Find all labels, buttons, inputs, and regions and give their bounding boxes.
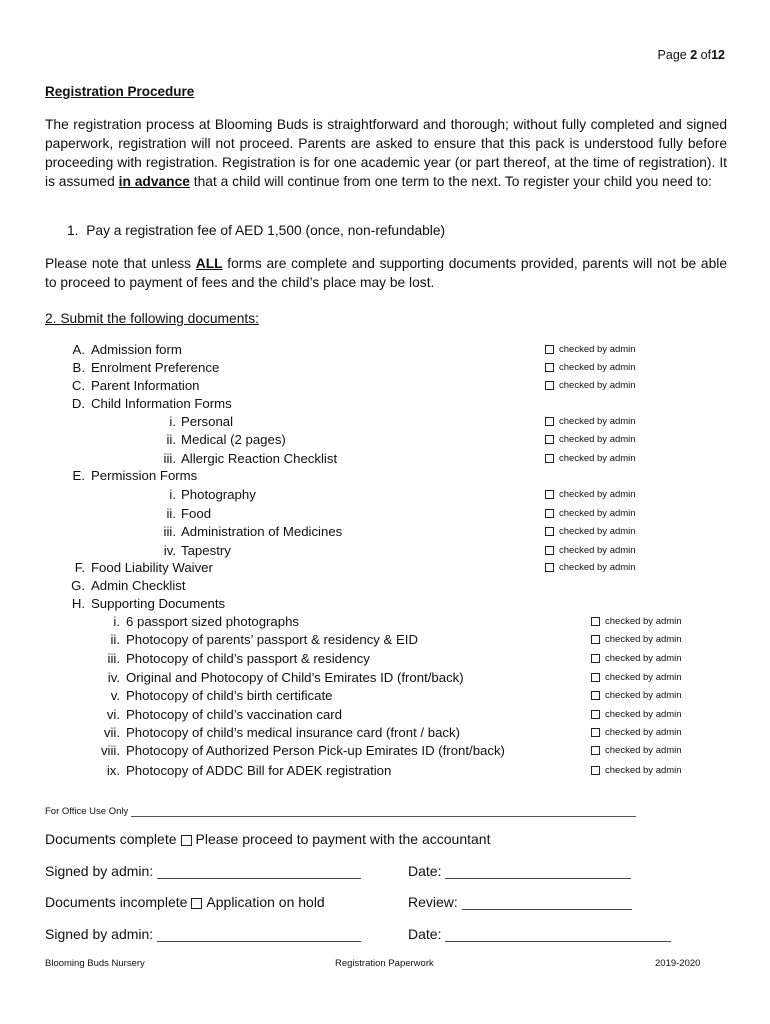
checkbox-icon[interactable] [591, 691, 600, 700]
admin-check-e1[interactable] [545, 489, 636, 500]
document-marker-h6: vi. [106, 707, 120, 722]
admin-check-label: checked by admin [559, 344, 636, 355]
document-item-e: Permission Forms [91, 468, 198, 483]
note-emphasis: ALL [195, 256, 223, 271]
intro-emphasis: in advance [118, 174, 190, 189]
document-marker-a: A. [72, 342, 85, 357]
document-marker-e3: iii. [163, 524, 176, 539]
document-item-f: Food Liability Waiver [91, 560, 213, 575]
document-marker-d: D. [71, 396, 85, 411]
checkbox-icon[interactable] [591, 635, 600, 644]
document-marker-h7: vii. [103, 725, 120, 740]
signed-field-1[interactable] [157, 864, 361, 879]
admin-check-e2[interactable] [545, 508, 636, 519]
documents-incomplete-checkbox[interactable] [191, 898, 202, 909]
admin-check-e4[interactable] [545, 545, 636, 556]
office-use-line [45, 806, 636, 817]
documents-complete-row [45, 831, 490, 847]
document-item-g: Admin Checklist [91, 578, 186, 593]
admin-check-label: checked by admin [605, 709, 682, 720]
intro-paragraph [45, 115, 727, 191]
page-total: 12 [711, 48, 725, 62]
checkbox-icon[interactable] [545, 563, 554, 572]
document-marker-h: H. [71, 596, 85, 611]
office-use-rule [131, 807, 636, 817]
date-field-2[interactable] [445, 927, 671, 942]
document-marker-d3: iii. [163, 451, 176, 466]
document-item-d1: Personal [181, 414, 234, 429]
document-item-e1: Photography [181, 487, 256, 502]
admin-check-d3[interactable] [545, 453, 636, 464]
admin-check-d2[interactable] [545, 434, 636, 445]
document-marker-h3: iii. [107, 651, 120, 666]
admin-check-h5[interactable] [591, 690, 682, 701]
admin-check-label: checked by admin [605, 745, 682, 756]
footer-left: Blooming Buds Nursery [45, 958, 145, 969]
document-item-h5: Photocopy of child’s birth certificate [126, 688, 333, 703]
document-item-h3: Photocopy of child’s passport & residency [126, 651, 370, 666]
document-marker-f: F. [74, 560, 85, 575]
document-item-h1: 6 passport sized photographs [126, 614, 300, 629]
checkbox-icon[interactable] [545, 381, 554, 390]
document-marker-d2: ii. [166, 432, 176, 447]
document-marker-h2: ii. [110, 632, 120, 647]
document-item-e2: Food [181, 506, 212, 521]
step-1 [67, 223, 445, 238]
admin-check-label: checked by admin [605, 690, 682, 701]
admin-check-label: checked by admin [559, 489, 636, 500]
document-marker-e: E. [72, 468, 85, 483]
checkbox-icon[interactable] [591, 766, 600, 775]
signed-label-2: Signed by admin: [45, 926, 154, 942]
intro-text-2: that a child will continue from one term to the next. To register your child you need to: [189, 174, 712, 189]
document-item-h7: Photocopy of child’s medical insurance card (front / back) [126, 725, 461, 740]
admin-check-label: checked by admin [605, 727, 682, 738]
checkbox-icon[interactable] [545, 363, 554, 372]
checkbox-icon[interactable] [545, 345, 554, 354]
document-marker-e2: ii. [166, 506, 176, 521]
admin-check-label: checked by admin [559, 380, 636, 391]
document-item-h: Supporting Documents [91, 596, 226, 611]
documents-complete-checkbox[interactable] [181, 835, 192, 846]
date-row-2 [408, 926, 671, 942]
admin-check-label: checked by admin [605, 765, 682, 776]
document-item-e3: Administration of Medicines [181, 524, 343, 539]
signed-label-1: Signed by admin: [45, 863, 154, 879]
checkbox-icon[interactable] [591, 617, 600, 626]
admin-check-label: checked by admin [559, 526, 636, 537]
document-item-h8: Photocopy of Authorized Person Pick-up Emirates ID (front/back) [126, 743, 505, 758]
footer-right: 2019-2020 [655, 958, 701, 969]
admin-check-label: checked by admin [559, 453, 636, 464]
step-1-marker: 1. [67, 223, 79, 238]
document-marker-h8: viii. [100, 743, 120, 758]
step-2-title: 2. Submit the following documents: [45, 311, 259, 326]
signed-row-2 [45, 926, 361, 942]
admin-check-a[interactable] [545, 344, 636, 355]
page-of: of [700, 48, 712, 62]
date-field-1[interactable] [445, 864, 631, 879]
document-item-c: Parent Information [91, 378, 200, 393]
document-item-e4: Tapestry [181, 543, 231, 558]
document-item-h2: Photocopy of parents’ passport & residency & EID [126, 632, 418, 647]
date-label-2: Date: [408, 926, 442, 942]
admin-check-label: checked by admin [559, 434, 636, 445]
admin-check-h2[interactable] [591, 634, 682, 645]
checkbox-icon[interactable] [545, 454, 554, 463]
intro-text-1: The registration process at Blooming Buds is straightforward and thorough; without fully completed and signed paperwork, registration will not proceed. Parents are asked to ensure that this pack is understood fully before proceeding with registration. Registration is for one academic year (or part thereof, at the time of registration). It is assumed [45, 117, 727, 189]
admin-check-label: checked by admin [559, 416, 636, 427]
document-item-h9: Photocopy of ADDC Bill for ADEK registration [126, 763, 392, 778]
date-row-1 [408, 863, 631, 879]
documents-incomplete-text: Application on hold [206, 894, 325, 910]
document-marker-h9: ix. [106, 763, 120, 778]
documents-complete-label: Documents complete [45, 831, 177, 847]
review-field[interactable] [462, 895, 632, 910]
admin-check-c[interactable] [545, 380, 636, 391]
document-marker-g: G. [71, 578, 85, 593]
admin-check-label: checked by admin [559, 562, 636, 573]
admin-check-h3[interactable] [591, 653, 682, 664]
admin-check-h1[interactable] [591, 616, 682, 627]
admin-check-label: checked by admin [559, 508, 636, 519]
note-text-2: forms are complete and supporting documents provided, parents will not be able to proceed to payment of fees and the child’s place may be lost. [45, 256, 727, 290]
documents-incomplete-label: Documents incomplete [45, 894, 188, 910]
admin-check-label: checked by admin [605, 653, 682, 664]
footer-center: Registration Paperwork [335, 958, 434, 969]
document-marker-b: B. [72, 360, 85, 375]
document-marker-e1: i. [169, 487, 176, 502]
page-title: Registration Procedure [45, 84, 195, 99]
documents-complete-text: Please proceed to payment with the accountant [195, 831, 491, 847]
step-1-text: Pay a registration fee of AED 1,500 (once, non-refundable) [86, 223, 446, 238]
document-item-a: Admission form [91, 342, 182, 357]
page-current: 2 [690, 48, 698, 62]
document-marker-h1: i. [113, 614, 120, 629]
document-marker-h4: iv. [107, 670, 120, 685]
note-text-1: Please note that unless [45, 256, 196, 271]
admin-check-f[interactable] [545, 562, 636, 573]
admin-check-label: checked by admin [605, 634, 682, 645]
admin-check-label: checked by admin [559, 362, 636, 373]
admin-check-h7[interactable] [591, 727, 682, 738]
checkbox-icon[interactable] [591, 654, 600, 663]
checkbox-icon[interactable] [545, 490, 554, 499]
documents-incomplete-row [45, 894, 325, 910]
checkbox-icon[interactable] [591, 746, 600, 755]
page-number [658, 48, 725, 62]
page-prefix: Page [657, 48, 687, 62]
checkbox-icon[interactable] [545, 509, 554, 518]
note-paragraph [45, 254, 727, 292]
checkbox-icon[interactable] [545, 527, 554, 536]
admin-check-h6[interactable] [591, 709, 682, 720]
review-row [408, 894, 632, 910]
document-marker-d1: i. [169, 414, 176, 429]
admin-check-label: checked by admin [559, 545, 636, 556]
document-item-d2: Medical (2 pages) [181, 432, 286, 447]
signed-row-1 [45, 863, 361, 879]
document-item-b: Enrolment Preference [91, 360, 220, 375]
admin-check-e3[interactable] [545, 526, 636, 537]
admin-check-d1[interactable] [545, 416, 636, 427]
document-marker-e4: iv. [163, 543, 176, 558]
admin-check-b[interactable] [545, 362, 636, 373]
checkbox-icon[interactable] [545, 546, 554, 555]
review-label: Review: [408, 894, 458, 910]
admin-check-label: checked by admin [605, 672, 682, 683]
admin-check-h9[interactable] [591, 765, 682, 776]
date-label-1: Date: [408, 863, 442, 879]
checkbox-icon[interactable] [591, 673, 600, 682]
admin-check-h8[interactable] [591, 745, 682, 756]
document-marker-h5: v. [110, 688, 120, 703]
checkbox-icon[interactable] [545, 435, 554, 444]
document-marker-c: C. [71, 378, 85, 393]
document-item-d3: Allergic Reaction Checklist [181, 451, 338, 466]
checkbox-icon[interactable] [591, 728, 600, 737]
document-item-h4: Original and Photocopy of Child’s Emirates ID (front/back) [126, 670, 464, 685]
admin-check-h4[interactable] [591, 672, 682, 683]
checkbox-icon[interactable] [591, 710, 600, 719]
document-item-d: Child Information Forms [91, 396, 232, 411]
admin-check-label: checked by admin [605, 616, 682, 627]
office-use-label: For Office Use Only [45, 806, 129, 817]
checkbox-icon[interactable] [545, 417, 554, 426]
signed-field-2[interactable] [157, 927, 361, 942]
document-item-h6: Photocopy of child’s vaccination card [126, 707, 343, 722]
